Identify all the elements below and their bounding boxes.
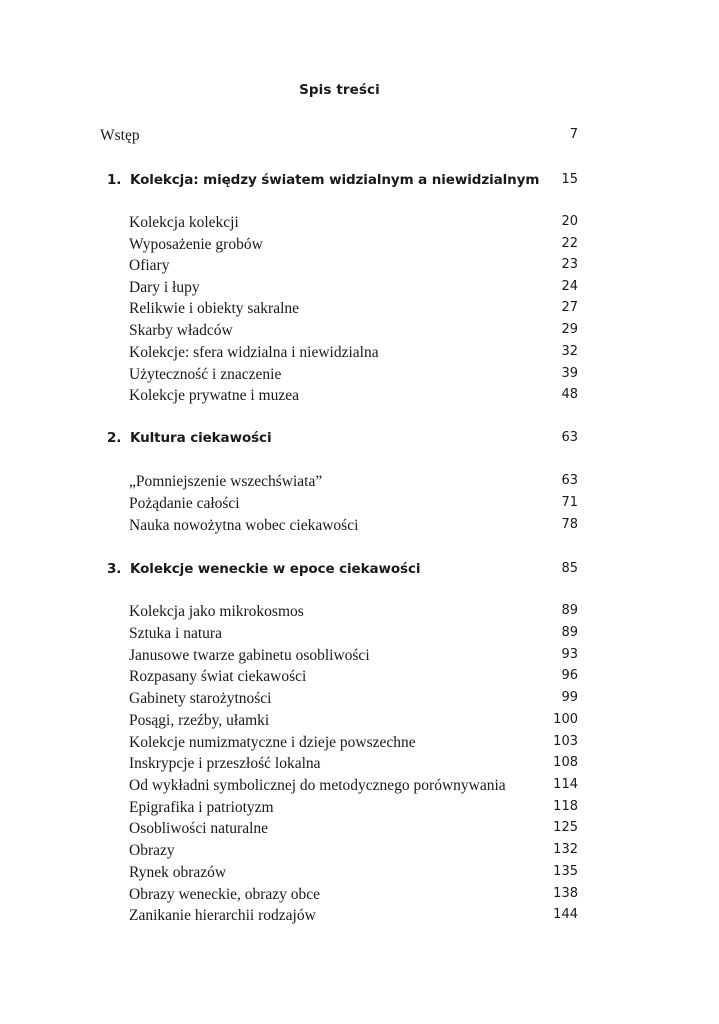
entry-label: Inskrypcje i przeszłość lokalna bbox=[129, 755, 321, 772]
entry-page: 132 bbox=[553, 842, 578, 857]
entry-page: 22 bbox=[561, 236, 578, 251]
entry-label: „Pomniejszenie wszechświata” bbox=[129, 473, 323, 490]
toc-entry bbox=[0, 257, 719, 279]
entry-label: Nauka nowożytna wobec ciekawości bbox=[129, 517, 359, 534]
toc-entry bbox=[0, 886, 719, 908]
toc-entry bbox=[0, 842, 719, 864]
entry-label: Osobliwości naturalne bbox=[129, 820, 269, 837]
entry-label: Kolekcja kolekcji bbox=[129, 214, 239, 231]
entry-page: 135 bbox=[553, 864, 578, 879]
chapter-number: 2. bbox=[107, 430, 122, 446]
toc-entry bbox=[0, 300, 719, 322]
toc-entry bbox=[0, 495, 719, 517]
entry-page: 63 bbox=[561, 473, 578, 488]
entry-label: Relikwie i obiekty sakralne bbox=[129, 300, 300, 317]
chapter-label bbox=[107, 561, 420, 577]
toc-entry bbox=[0, 603, 719, 625]
entry-page: 89 bbox=[561, 603, 578, 618]
chapter-title: Kultura ciekawości bbox=[130, 430, 272, 446]
entry-page: 7 bbox=[569, 127, 578, 142]
entry-label: Janusowe twarze gabinetu osobliwości bbox=[129, 647, 370, 664]
entry-page: 78 bbox=[561, 517, 578, 532]
toc-chapter-2 bbox=[0, 430, 719, 452]
chapter-title: Kolekcje weneckie w epoce ciekawości bbox=[130, 561, 421, 577]
entry-page: 144 bbox=[553, 907, 578, 922]
entry-page: 100 bbox=[553, 712, 578, 727]
entry-page: 108 bbox=[553, 755, 578, 770]
entry-label: Obrazy weneckie, obrazy obce bbox=[129, 886, 321, 903]
chapter-title: Kolekcja: między światem widzialnym a niewidzialnym bbox=[130, 172, 540, 188]
entry-label: Skarby władców bbox=[129, 322, 233, 339]
entry-page: 71 bbox=[561, 495, 578, 510]
entry-page: 96 bbox=[561, 668, 578, 683]
toc-entry bbox=[0, 712, 719, 734]
chapter-number: 1. bbox=[107, 172, 122, 188]
entry-label: Ofiary bbox=[129, 257, 170, 274]
entry-label: Zanikanie hierarchii rodzajów bbox=[129, 907, 316, 924]
toc-entry bbox=[0, 777, 719, 799]
toc-entry bbox=[0, 864, 719, 886]
toc-entry bbox=[0, 517, 719, 539]
entry-label: Kolekcje numizmatyczne i dzieje powszechne bbox=[129, 734, 416, 751]
toc-chapter-1 bbox=[0, 172, 719, 194]
entry-label: Posągi, rzeźby, ułamki bbox=[129, 712, 270, 729]
entry-label: Wyposażenie grobów bbox=[129, 236, 263, 253]
toc-entry bbox=[0, 387, 719, 409]
toc-entry bbox=[0, 625, 719, 647]
toc-entry bbox=[0, 820, 719, 842]
toc-entry bbox=[0, 279, 719, 301]
toc-entry bbox=[0, 366, 719, 388]
toc-entry bbox=[0, 214, 719, 236]
entry-page: 103 bbox=[553, 734, 578, 749]
chapter-label bbox=[107, 430, 271, 446]
entry-page: 39 bbox=[561, 366, 578, 381]
toc-entry bbox=[0, 344, 719, 366]
entry-page: 32 bbox=[561, 344, 578, 359]
entry-page: 138 bbox=[553, 886, 578, 901]
toc-entry bbox=[0, 907, 719, 929]
entry-page: 99 bbox=[561, 690, 578, 705]
entry-label: Rozpasany świat ciekawości bbox=[129, 668, 307, 685]
toc-entry bbox=[0, 734, 719, 756]
entry-page: 20 bbox=[561, 214, 578, 229]
entry-page: 27 bbox=[561, 300, 578, 315]
entry-label: Obrazy bbox=[129, 842, 175, 859]
entry-label: Epigrafika i patriotyzm bbox=[129, 799, 274, 816]
entry-label: Gabinety starożytności bbox=[129, 690, 272, 707]
entry-page: 114 bbox=[553, 777, 578, 792]
toc-entry bbox=[0, 647, 719, 669]
toc-entry bbox=[0, 668, 719, 690]
entry-label: Kolekcje: sfera widzialna i niewidzialna bbox=[129, 344, 379, 361]
entry-label: Użyteczność i znaczenie bbox=[129, 366, 282, 383]
entry-label: Kolekcje prywatne i muzea bbox=[129, 387, 299, 404]
entry-page: 23 bbox=[561, 257, 578, 272]
toc-chapter-3 bbox=[0, 561, 719, 583]
chapter-page: 85 bbox=[561, 561, 578, 576]
entry-page: 48 bbox=[561, 387, 578, 402]
chapter-page: 15 bbox=[561, 172, 578, 187]
toc-entry bbox=[0, 322, 719, 344]
page-title: Spis treści bbox=[299, 82, 380, 98]
entry-label: Pożądanie całości bbox=[129, 495, 240, 512]
chapter-label bbox=[107, 172, 539, 188]
entry-label: Rynek obrazów bbox=[129, 864, 227, 881]
entry-page: 24 bbox=[561, 279, 578, 294]
entry-label: Od wykładni symbolicznej do metodycznego porównywania bbox=[129, 777, 506, 794]
entry-page: 118 bbox=[553, 799, 578, 814]
chapter-page: 63 bbox=[561, 430, 578, 445]
toc-entry bbox=[0, 755, 719, 777]
toc-entry bbox=[0, 473, 719, 495]
toc-entry-intro bbox=[0, 127, 719, 149]
entry-page: 93 bbox=[561, 647, 578, 662]
entry-page: 89 bbox=[561, 625, 578, 640]
entry-label: Dary i łupy bbox=[129, 279, 200, 296]
chapter-number: 3. bbox=[107, 561, 122, 577]
toc-entry bbox=[0, 690, 719, 712]
toc-entry bbox=[0, 236, 719, 258]
toc-entry bbox=[0, 799, 719, 821]
entry-label: Kolekcja jako mikrokosmos bbox=[129, 603, 304, 620]
entry-label: Sztuka i natura bbox=[129, 625, 222, 642]
entry-label: Wstęp bbox=[100, 127, 140, 144]
entry-page: 29 bbox=[561, 322, 578, 337]
entry-page: 125 bbox=[553, 820, 578, 835]
